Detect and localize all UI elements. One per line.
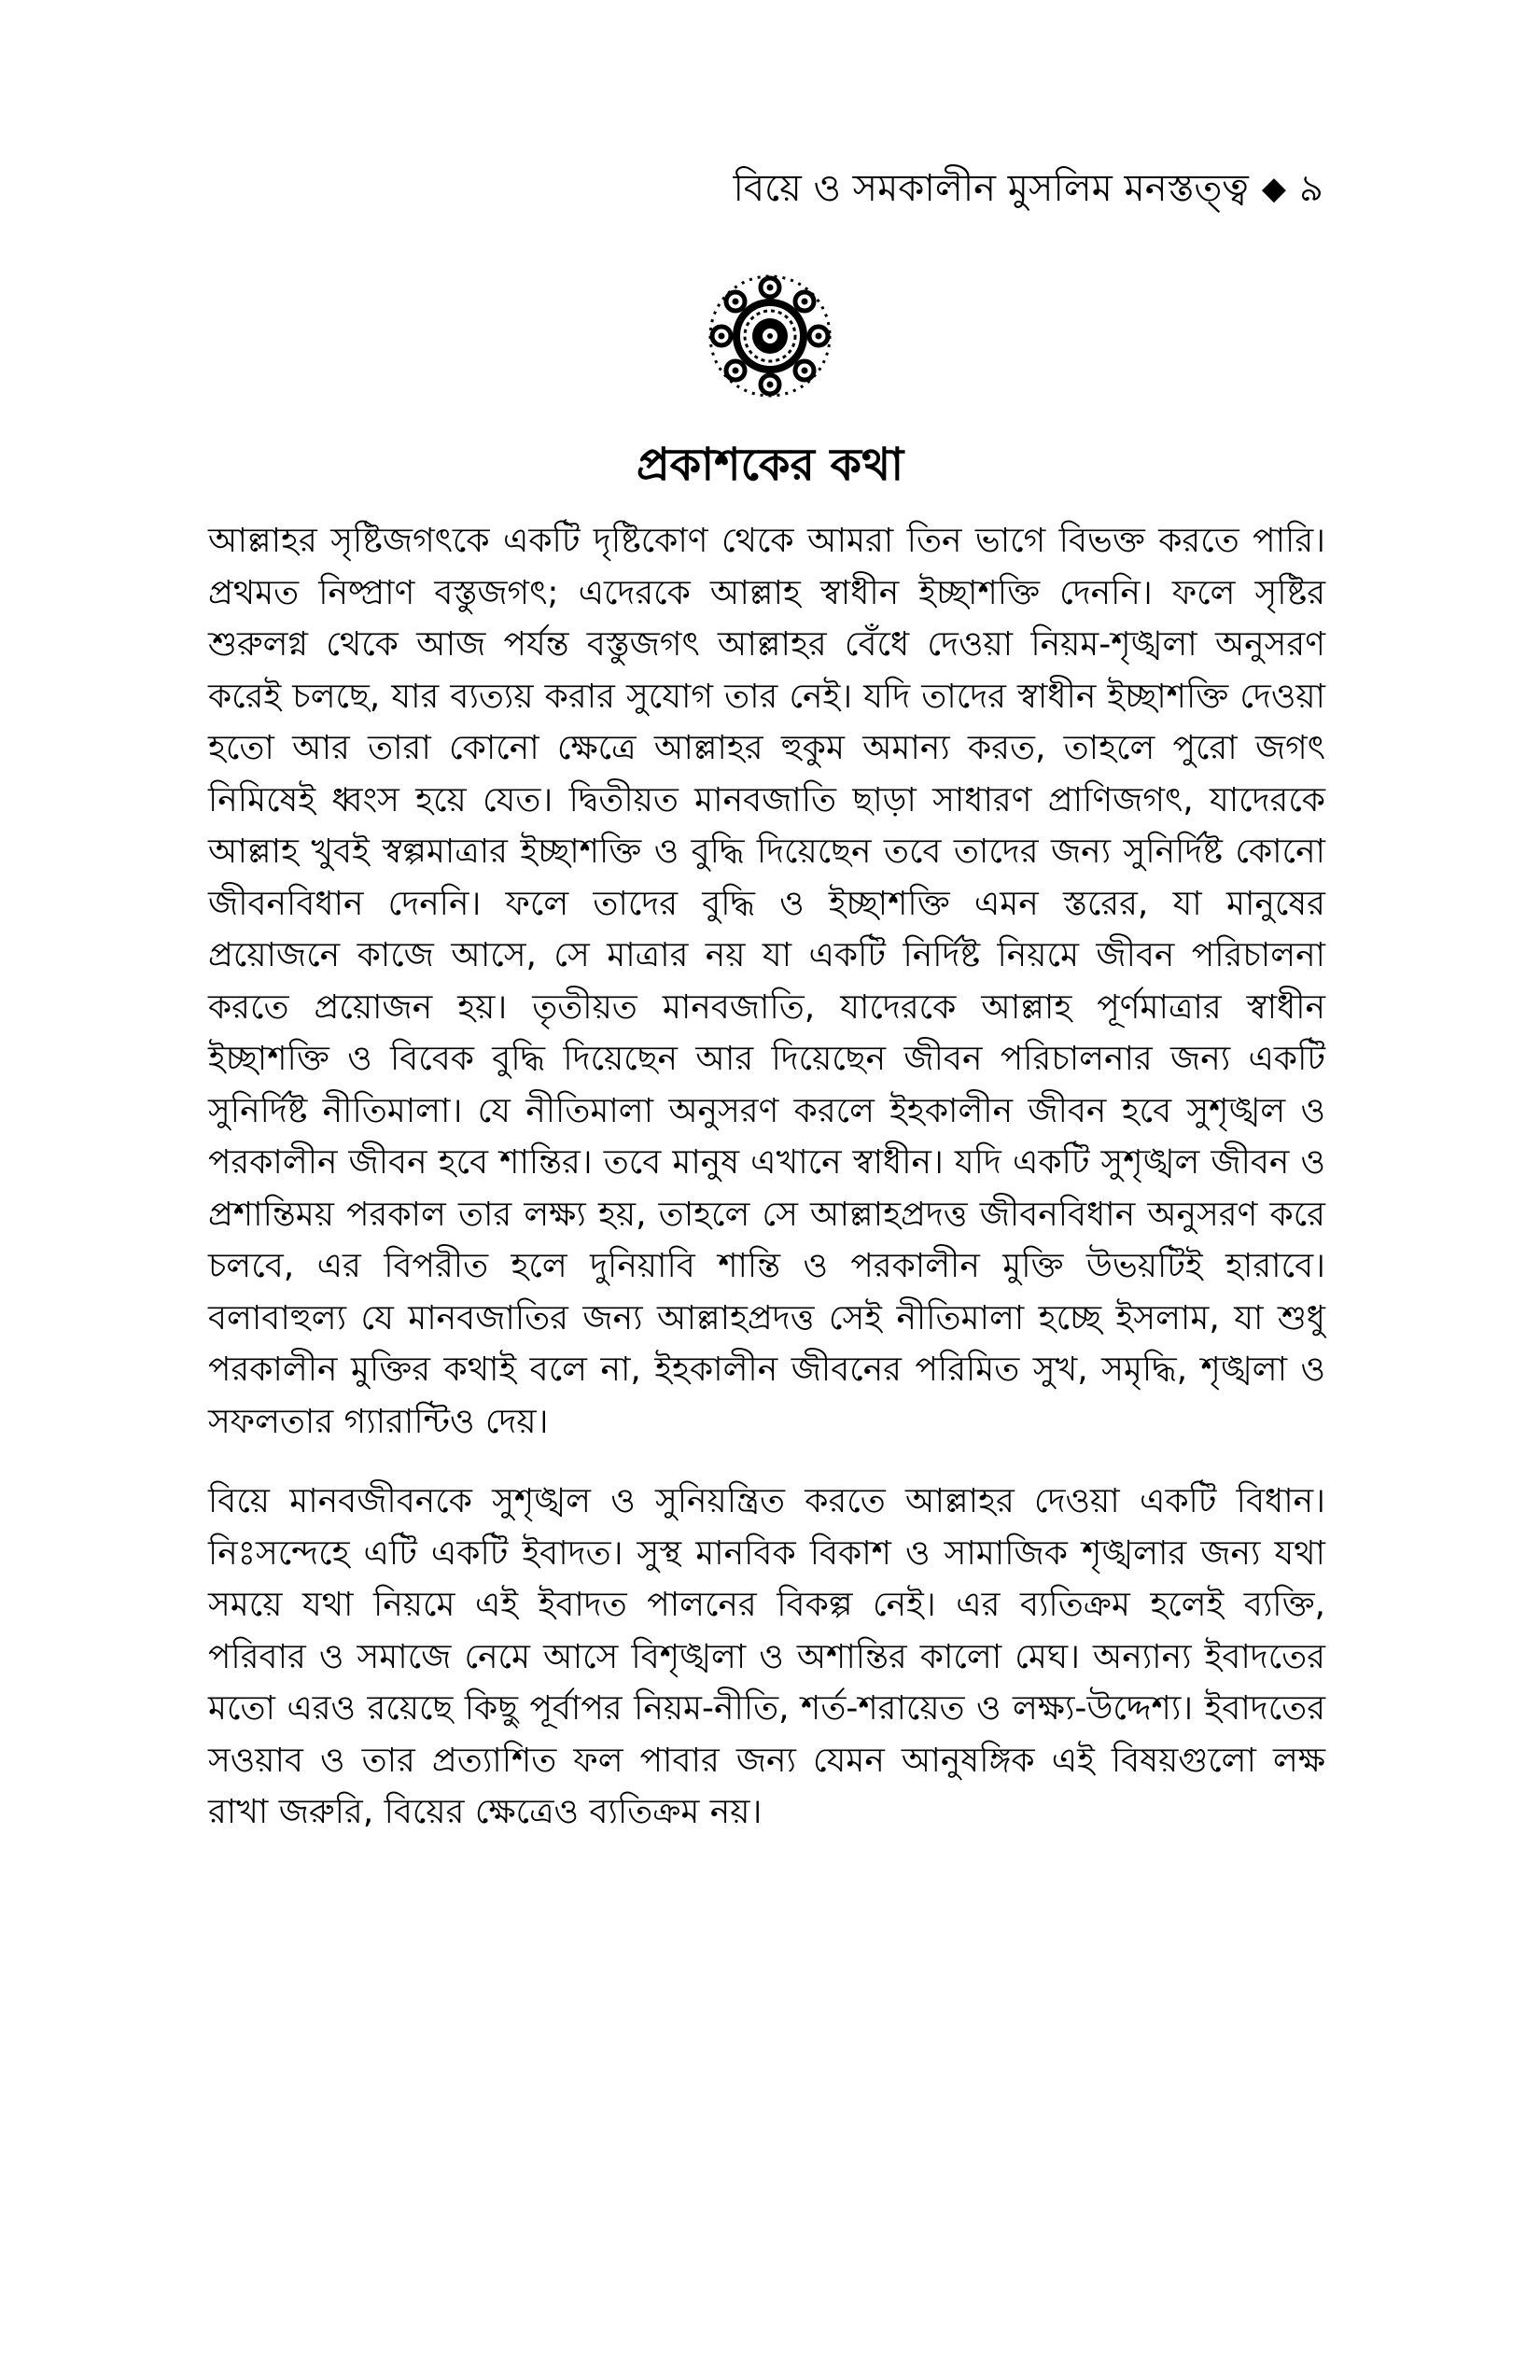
body-text <box>208 515 1325 1839</box>
section-title: প্রকাশকের কথা <box>636 439 904 491</box>
paragraph: আল্লাহর সৃষ্টিজগৎকে একটি দৃষ্টিকোণ থেকে আমরা তিন ভাগে বিভক্ত করতে পারি। প্রথমত নিষ্প্রাণ বস্তুজগৎ; এদেরকে আল্লাহ স্বাধীন ইচ্ছাশক্তি দেননি। ফলে সৃষ্টির শুরুলগ্ন থেকে আজ পর্যন্ত বস্তুজগৎ আল্লাহর বেঁধে দেওয়া নিয়ম-শৃঙ্খলা অনুসরণ করেই চলছে, যার ব্যত্যয় করার সুযোগ তার নেই। যদি তাদের স্বাধীন ইচ্ছাশক্তি দেওয়া হতো আর তারা কোনো ক্ষেত্রে আল্লাহর হুকুম অমান্য করত, তাহলে পুরো জগৎ নিমিষেই ধ্বংস হয়ে যেত। দ্বিতীয়ত মানবজাতি ছাড়া সাধারণ প্রাণিজগৎ, যাদেরকে আল্লাহ খুবই স্বল্পমাত্রার ইচ্ছাশক্তি ও বুদ্ধি দিয়েছেন তবে তাদের জন্য সুনির্দিষ্ট কোনো জীবনবিধান দেননি। ফলে তাদের বুদ্ধি ও ইচ্ছাশক্তি এমন স্তরের, যা মানুষের প্রয়োজনে কাজে আসে, সে মাত্রার নয় যা একটি নির্দিষ্ট নিয়মে জীবন পরিচালনা করতে প্রয়োজন হয়। তৃতীয়ত মানবজাতি, যাদেরকে আল্লাহ পূর্ণমাত্রার স্বাধীন ইচ্ছাশক্তি ও বিবেক বুদ্ধি দিয়েছেন আর দিয়েছেন জীবন পরিচালনার জন্য একটি সুনির্দিষ্ট নীতিমালা। যে নীতিমালা অনুসরণ করলে ইহকালীন জীবন হবে সুশৃঙ্খল ও পরকালীন জীবন হবে শান্তির। তবে মানুষ এখানে স্বাধীন। যদি একটি সুশৃঙ্খল জীবন ও প্রশান্তিময় পরকাল তার লক্ষ্য হয়, তাহলে সে আল্লাহপ্রদত্ত জীবনবিধান অনুসরণ করে চলবে, এর বিপরীত হলে দুনিয়াবি শান্তি ও পরকালীন মুক্তি উভয়টিই হারাবে। বলাবাহুল্য যে মানবজাতির জন্য আল্লাহপ্রদত্ত সেই নীতিমালা হচ্ছে ইসলাম, যা শুধু পরকালীন মুক্তির কথাই বলে না, ইহকালীন জীবনের পরিমিত সুখ, সমৃদ্ধি, শৃঙ্খলা ও সফলতার গ্যারান্টিও দেয়। <box>208 522 1325 1441</box>
running-title: বিয়ে ও সমকালীন মুসলিম মনস্তত্ত্ব <box>733 167 1249 210</box>
paragraph: বিয়ে মানবজীবনকে সুশৃঙ্খল ও সুনিয়ন্ত্রিত করতে আল্লাহর দেওয়া একটি বিধান। নিঃসন্দেহে এটি একটি ইবাদত। সুস্থ মানবিক বিকাশ ও সামাজিক শৃঙ্খলার জন্য যথা সময়ে যথা নিয়মে এই ইবাদত পালনের বিকল্প নেই। এর ব্যতিক্রম হলেই ব্যক্তি, পরিবার ও সমাজে নেমে আসে বিশৃঙ্খলা ও অশান্তির কালো মেঘ। অন্যান্য ইবাদতের মতো এরও রয়েছে কিছু পূর্বাপর নিয়ম-নীতি, শর্ত-শরায়েত ও লক্ষ্য-উদ্দেশ্য। ইবাদতের সওয়াব ও তার প্রত্যাশিত ফল পাবার জন্য যেমন আনুষঙ্গিক এই বিষয়গুলো লক্ষ রাখা জরুরি, বিয়ের ক্ষেত্রেও ব্যতিক্রম নয়। <box>208 1482 1325 1831</box>
diamond-separator-icon: ◆ <box>1261 169 1287 207</box>
page-number: ৯ <box>1299 167 1323 210</box>
running-header <box>733 166 1323 211</box>
floral-ornament-icon <box>707 273 833 399</box>
